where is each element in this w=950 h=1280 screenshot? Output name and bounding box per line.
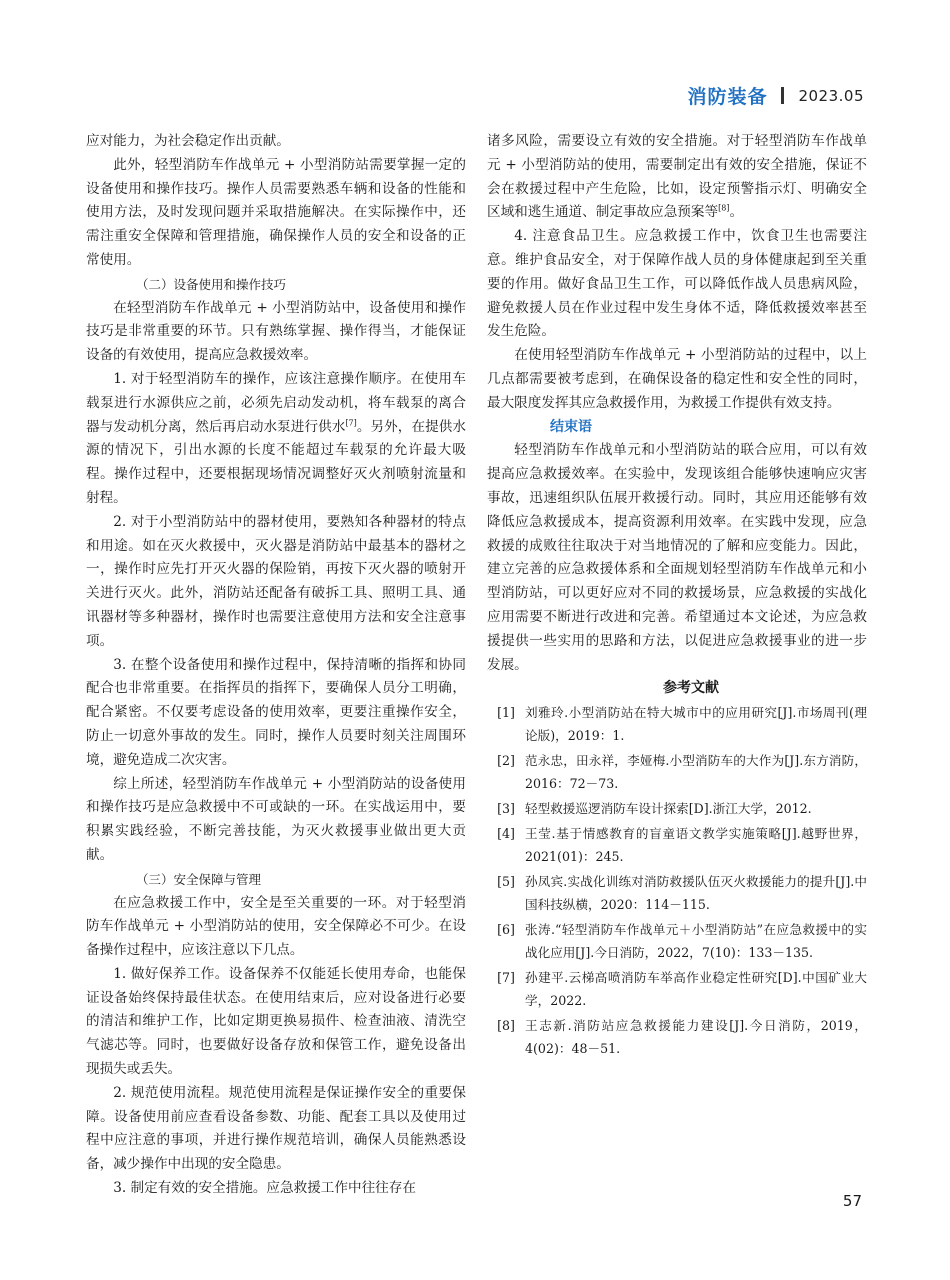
paragraph-text: 。另外，在提供水源的情况下，引出水源的长度不能超过车载泵的允许最大吸程。操作过程中，还要根据现场情况调整好灭火剂喷射流量和射程。 bbox=[86, 418, 467, 506]
paragraph: 2. 规范使用流程。规范使用流程是保证操作安全的重要保障。设备使用前应查看设备参数、功能、配套工具以及使用过程中应注意的事项，并进行操作规范培训，确保人员能熟悉设备，减少操作中出现的安全隐患。 bbox=[86, 1084, 466, 1173]
paragraph-text: 。 bbox=[729, 204, 744, 221]
reference-text: 孙建平.云梯高喷消防车举高作业稳定性研究[D].中国矿业大学，2022. bbox=[525, 970, 867, 1009]
reference-item bbox=[487, 966, 867, 1012]
citation-7: [7] bbox=[345, 418, 357, 428]
paragraph-text: 1. 对于轻型消防车的操作，应该注意操作顺序。在使用车载泵进行水源供应之前，必须先启动发动机，将车载泵的离合器与发动机分离，然后再启动水泵进行供水 bbox=[86, 370, 466, 435]
paragraph: 在轻型消防车作战单元 + 小型消防站中，设备使用和操作技巧是非常重要的环节。只有熟练掌握、操作得当，才能保证设备的有效使用，提高应急救援效率。 bbox=[86, 299, 466, 364]
page-number: 57 bbox=[842, 1192, 862, 1210]
paragraph bbox=[86, 368, 466, 511]
reference-text: 王莹.基于情感教育的盲童语文教学实施策略[J].越野世界，2021(01)：245. bbox=[525, 826, 867, 865]
paragraph bbox=[487, 130, 867, 225]
reference-number: [7] bbox=[497, 970, 515, 986]
reference-number: [4] bbox=[497, 826, 515, 842]
paragraph: 轻型消防车作战单元和小型消防站的联合应用，可以有效提高应急救援效率。在实验中，发现该组合能够快速响应灾害事故，迅速组织队伍展开救援行动。同时，其应用还能够有效降低应急救援成本，提高资源利用效率。在实践中发现，应急救援的成败往往取决于对当地情况的了解和应变能力。因此，建立完善的应急救援体系和全面规划轻型消防车作战单元和小型消防站，可以更好应对不同的救援场景，应急救援的实战化应用需要不断进行改进和完善。希望通过本文论述，为应急救援提供一些实用的思路和方法，以促进应急救援事业的进一步发展。 bbox=[487, 442, 867, 673]
right-column bbox=[487, 130, 867, 1062]
reference-text: 王志新.消防站应急救援能力建设[J].今日消防，2019，4(02)：48－51. bbox=[525, 1018, 867, 1057]
reference-number: [6] bbox=[497, 922, 515, 938]
reference-number: [1] bbox=[497, 705, 515, 721]
paragraph: 在应急救援工作中，安全是至关重要的一环。对于轻型消防车作战单元 + 小型消防站的使用，安全保障必不可少。在设备操作过程中，应该注意以下几点。 bbox=[86, 894, 466, 959]
reference-item bbox=[487, 701, 867, 747]
conclusion-heading: 结束语 bbox=[550, 418, 592, 435]
reference-list bbox=[487, 701, 867, 1060]
reference-item bbox=[487, 797, 867, 820]
reference-number: [3] bbox=[497, 801, 515, 817]
header-divider bbox=[781, 87, 784, 104]
paragraph: 综上所述，轻型消防车作战单元 + 小型消防站的设备使用和操作技巧是应急救援中不可或缺的一环。在实战运用中，要积累实践经验，不断完善技能，为灭火救援事业做出更大贡献。 bbox=[86, 775, 466, 863]
paragraph: 3. 制定有效的安全措施。应急救援工作中往往存在 bbox=[113, 1180, 416, 1197]
reference-item bbox=[487, 918, 867, 964]
citation-8: [8] bbox=[718, 203, 730, 213]
reference-item bbox=[487, 749, 867, 795]
paragraph: 此外，轻型消防车作战单元 + 小型消防站需要掌握一定的设备使用和操作技巧。操作人员需要熟悉车辆和设备的性能和使用方法，及时发现问题并采取措施解决。在实际操作中，还需注重安全保障和管理措施，确保操作人员的安全和设备的正常使用。 bbox=[86, 156, 466, 268]
reference-number: [8] bbox=[497, 1018, 515, 1034]
reference-item bbox=[487, 1014, 867, 1060]
reference-number: [2] bbox=[497, 753, 515, 769]
paragraph: 3. 在整个设备使用和操作过程中，保持清晰的指挥和协同配合也非常重要。在指挥员的指挥下，要确保人员分工明确，配合紧密。不仅要考虑设备的使用效率，更要注重操作安全，防止一切意外事故的发生。同时，操作人员要时刻关注周围环境，避免造成二次灾害。 bbox=[86, 656, 466, 768]
reference-text: 孙凤宾.实战化训练对消防救援队伍灭火救援能力的提升[J].中国科技纵横，2020：114－115. bbox=[525, 874, 867, 913]
reference-text: 范永忠，田永祥，李娅梅.小型消防车的大作为[J].东方消防，2016：72－73. bbox=[525, 753, 867, 792]
paragraph: 4. 注意食品卫生。应急救援工作中，饮食卫生也需要注意。维护食品安全，对于保障作战人员的身体健康起到至关重要的作用。做好食品卫生工作，可以降低作战人员患病风险，避免救援人员在作业过程中发生身体不适，降低救援效率甚至发生危险。 bbox=[487, 228, 867, 340]
reference-item bbox=[487, 870, 867, 916]
reference-number: [5] bbox=[497, 874, 515, 890]
subsection-heading: （二）设备使用和操作技巧 bbox=[136, 276, 287, 292]
journal-title: 消防装备 bbox=[687, 86, 768, 108]
reference-text: 轻型救援巡逻消防车设计探索[D].浙江大学，2012. bbox=[525, 801, 812, 817]
journal-header bbox=[687, 82, 864, 109]
references-heading: 参考文献 bbox=[663, 680, 719, 697]
paragraph-text: 诸多风险，需要设立有效的安全措施。对于轻型消防车作战单元 + 小型消防站的使用，需要制定出有效的安全措施，保证不会在救援过程中产生危险，比如，设定预警指示灯、明确安全区域和逃生通道、制定事故应急预案等 bbox=[487, 133, 867, 221]
paragraph: 应对能力，为社会稳定作出贡献。 bbox=[86, 133, 290, 149]
left-column bbox=[86, 130, 466, 1201]
reference-item bbox=[487, 822, 867, 868]
paragraph: 1. 做好保养工作。设备保养不仅能延长使用寿命，也能保证设备始终保持最佳状态。在使用结束后，应对设备进行必要的清洁和维护工作，比如定期更换易损件、检查油液、清洗空气滤芯等。同时，也要做好设备存放和保管工作，避免设备出现损失或丢失。 bbox=[86, 965, 466, 1078]
issue-number: 2023.05 bbox=[798, 86, 864, 105]
reference-text: 张涛.“轻型消防车作战单元＋小型消防站”在应急救援中的实战化应用[J].今日消防，2022，7(10)：133－135. bbox=[525, 922, 867, 961]
subsection-heading: （三）安全保障与管理 bbox=[136, 871, 262, 887]
reference-text: 刘雅玲.小型消防站在特大城市中的应用研究[J].市场周刊(理论版)，2019：1. bbox=[525, 705, 867, 744]
paragraph: 2. 对于小型消防站中的器材使用，要熟知各种器材的特点和用途。如在灭火救援中，灭火器是消防站中最基本的器材之一，操作时应先打开灭火器的保险销，再按下灭火器的喷射开关进行灭火。此外，消防站还配备有破拆工具、照明工具、通讯器材等多种器材，操作时也需要注意使用方法和安全注意事项。 bbox=[86, 513, 466, 649]
paragraph: 在使用轻型消防车作战单元 + 小型消防站的过程中，以上几点都需要被考虑到，在确保设备的稳定性和安全性的同时，最大限度发挥其应急救援作用，为救援工作提供有效支持。 bbox=[487, 347, 867, 411]
